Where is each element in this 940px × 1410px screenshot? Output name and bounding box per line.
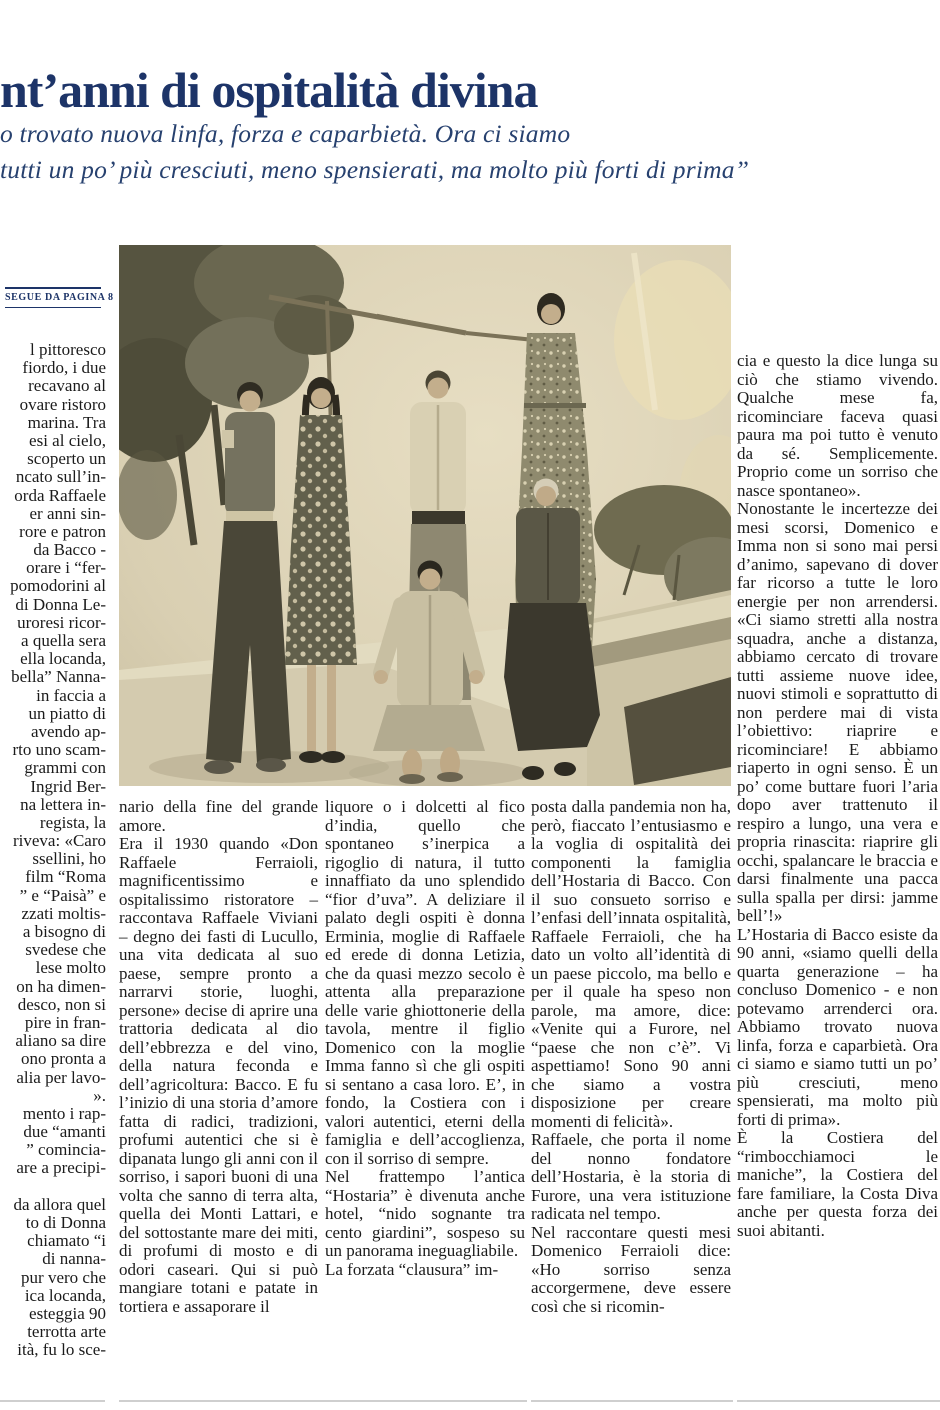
article-subtitle-line1: o trovato nuova linfa, forza e caparbietà. Ora ci siamo — [0, 119, 571, 148]
article-column-4 — [531, 798, 731, 1316]
clipped-text-line: ». — [93, 1085, 106, 1105]
clipped-text-line: regista, la — [39, 812, 106, 832]
clipped-text-line: avendo ap- — [30, 721, 106, 741]
paragraph: posta dalla pandemia non ha, però, fiaccato l’entusiasmo e la voglia di ospitalità dei componenti la famiglia dell’Hostaria di Bacco. Con il suo consueto sorriso e l’enfasi dell’innata ospitalità, Raffaele Ferraioli, che ha dato un volto all’identità di un paese piccolo, ma bello e per il quale ha speso non parole, ma amore, dice: «Venite qui a Furore, nel “paese che non c’è”. Vi aspettiamo! Sono 90 anni che siamo a vostra disposizione per creare momenti di felicità». — [531, 797, 731, 1131]
clipped-text-line: na lettera in- — [20, 794, 106, 814]
clipped-text-line: svedese che — [25, 940, 106, 960]
clipped-text-line: ità, fu lo sce- — [17, 1340, 106, 1360]
clipped-text-line: di Donna Le- — [15, 594, 106, 614]
clipped-text-line: ncato sull’in- — [15, 467, 106, 487]
bottom-rule-center-left — [119, 1400, 527, 1402]
article-subtitle-line2: tutti un po’ più cresciuti, meno spensierati, ma molto più forti di prima” — [0, 155, 750, 184]
clipped-text-line: chiamato “i — [27, 1231, 106, 1251]
paragraph: Nonostante le incertezze dei mesi scorsi, Domenico e Imma non si sono mai persi d’animo, sapevano di dover far ricorso a tutte le loro energie per non arrendersi. «Ci siamo stretti alla nostra squadra, anche a distanza, abbiamo cercato di trovare tutti assieme nuove idee, nuovi stimoli e soprattutto di non perdere mai di vista l’obiettivo: riaprire e ricominciare! E abbiamo riaperto in ogni senso. È un po’ come buttare fuori l’aria dopo aver trattenuto il respiro a lungo, una vera e propria rinascita: riaprire gli occhi, spalancare le braccia e darsi finalmente una pacca sulla spalla per dirsi: jamme bell’!» — [737, 499, 938, 925]
paragraph: L’Hostaria di Bacco esiste da 90 anni, «siamo quelli della quarta generazione – ha concluso Domenico - e non potevamo arrenderci ora. Abbiamo trovato nuova linfa, forza e caparbietà. Ora ci siamo e siamo tutti un po’ più cresciuti, meno spensierati, ma molto più forti di prima». — [737, 924, 938, 1129]
clipped-text-line: alia per lavo- — [16, 1067, 106, 1087]
clipped-text-line: orda Raffaele — [14, 485, 106, 505]
article-column-2 — [119, 798, 318, 1316]
clipped-text-line: desco, non si — [17, 994, 106, 1014]
clipped-text-line: recavano al — [28, 376, 106, 396]
paragraph: Era il 1930 quando «Don Raffaele Ferraioli, magnificentissimo e ospitalissimo ristoratore – raccontava Raffaele Viviani – degno dei fasti di Lucullo, una vita dedicata al suo paese, sempre pronto a narrarvi storie, luoghi, persone» decise di aprire una trattoria dedicata al dio dell’ebbrezza e del vino, della natura feconda e dell’agricoltura: Bacco. E fu l’inizio di una storia d’amore fatta di radici, tradizioni, profumi autentici che si è dipanata lungo gli anni con il sorriso, i sapori buoni di una volta che sanno di terra alta, quella dei Monti Lattari, e del sottostante mare dei miti, di profumi di mosto e di odori caseari. Qui si può mangiare totani e patate in tortiera e assaporare il — [119, 834, 318, 1316]
clipped-text-line: scoperto un — [27, 449, 106, 469]
clipped-text-line: di nanna- — [42, 1249, 106, 1269]
clipped-text-line: mento i rap- — [22, 1103, 106, 1123]
clipped-text-line: marina. Tra — [27, 412, 106, 432]
stone-bench — [574, 590, 731, 786]
clipped-text-line: orare i “fer- — [26, 558, 106, 578]
clipped-text-line — [0, 1178, 106, 1196]
clipped-text-line: er anni sin- — [29, 503, 106, 523]
clipped-text-line: a bisogno di — [22, 922, 106, 941]
clipped-text-line: pur vero che — [21, 1267, 106, 1287]
paragraph: La forzata “clausura” im- — [325, 1259, 499, 1279]
clipped-text-line: a quella sera — [21, 631, 106, 650]
paragraph: È la Costiera del “rimbocchiamoci le maniche”, la Costiera del fare familiare, la Costa Diva anche per questa forza dei suoi abitanti. — [737, 1128, 938, 1240]
article-title: nt’anni di ospitalità divina — [0, 62, 538, 118]
clipped-text-line: esi al cielo, — [29, 430, 106, 450]
clipped-text-line: pire in fran- — [24, 1012, 106, 1032]
clipped-text-line: ” comincia- — [26, 1140, 106, 1160]
article-column-5 — [737, 352, 938, 1240]
article-column-clipped — [0, 341, 106, 1360]
clipped-text-line: on ha dimen- — [16, 976, 106, 996]
bottom-rule-right — [737, 1400, 940, 1402]
clipped-text-line: due “amanti — [23, 1122, 106, 1142]
paragraph: Nel frattempo l’antica “Hostaria” è divenuta anche hotel, “nido sognante tra cento giardini”, sospeso su un panorama ineguagliabile. — [325, 1167, 525, 1260]
clipped-text-line: film “Roma — [25, 867, 106, 887]
clipped-text-line: ella locanda, — [20, 649, 106, 669]
clipped-text-line: zzati moltis- — [21, 903, 106, 923]
bottom-rule-center-right — [531, 1400, 733, 1402]
family-photo-illustration — [119, 245, 731, 786]
clipped-text-line: esteggia 90 — [29, 1303, 106, 1323]
clipped-text-line: uroresi ricor- — [17, 612, 106, 632]
clipped-text-line: grammi con — [24, 758, 106, 778]
clipped-text-line: un piatto di — [28, 703, 106, 723]
clipped-text-line: da Bacco - — [33, 540, 106, 560]
clipped-text-line: bella” Nanna- — [11, 667, 106, 687]
clipped-text-line: rore e patron — [19, 521, 106, 541]
paragraph: liquore o i dolcetti al fico d’india, quello che spontaneo s’inerpica a rigoglio di natura, il tutto innaffiato da uno splendido “fior d’uva”. A deliziare il palato degli ospiti è donna Erminia, moglie di Raffaele ed erede di donna Letizia, che da quasi mezzo secolo è attenta alla preparazione delle varie ghiottonerie della tavola, mentre il figlio Domenico con la moglie Imma fanno sì che gli ospiti si sentano a casa loro. E’, in fondo, la Costiera con i valori autentici, eterni della famiglia e dell’accoglienza, con il sorriso di sempre. — [325, 797, 525, 1168]
clipped-text-line: ono pronta a — [21, 1049, 106, 1069]
paragraph: nario della fine del grande amore. — [119, 797, 318, 835]
paragraph: Nel raccontare questi mesi Domenico Ferraioli dice: «Ho sorriso senza accorgermene, deve essere così che si ricomin- — [531, 1222, 731, 1316]
family-photo — [119, 245, 731, 786]
clipped-text-line: terrotta arte — [27, 1322, 106, 1342]
clipped-text-line: ” e “Paisà” e — [19, 885, 106, 905]
clipped-text-line: Ingrid Ber- — [30, 776, 106, 796]
clipped-text-line: riveva: «Caro — [13, 831, 106, 851]
clipped-text-line: ssellini, ho — [32, 849, 106, 869]
clipped-text-line: lese molto — [35, 958, 106, 978]
clipped-text-line: in faccia a — [36, 685, 106, 705]
bottom-rule-left — [0, 1400, 105, 1402]
clipped-text-line: to di Donna — [25, 1213, 106, 1232]
clipped-text-line: rto uno scam- — [12, 740, 106, 760]
clipped-text-line: da allora quel — [13, 1194, 106, 1214]
continued-from-page-label: SEGUE DA PAGINA 8 — [5, 287, 101, 308]
clipped-text-line: ovare ristoro — [19, 394, 106, 414]
clipped-text-line: are a precipi- — [16, 1158, 106, 1178]
clipped-text-line: pomodorini al — [10, 576, 106, 596]
article-column-3 — [325, 798, 525, 1279]
clipped-text-line: aliano sa dire — [15, 1031, 106, 1051]
clipped-text-line: l pittoresco — [29, 340, 106, 359]
clipped-text-line: ica locanda, — [24, 1285, 106, 1305]
paragraph: cia e questo la dice lunga su ciò che stiamo vivendo. Qualche mese fa, ricominciare faceva quasi paura ma poi tutto è venuto da sé. Semplicemente. Proprio come un sorriso che nasce spontaneo». — [737, 351, 938, 500]
paragraph: Raffaele, che porta il nome del nonno fondatore dell’Hostaria, è la storia di Furore, una vera istituzione radicata nel tempo. — [531, 1130, 731, 1223]
clipped-text-line: fiordo, i due — [22, 358, 106, 378]
